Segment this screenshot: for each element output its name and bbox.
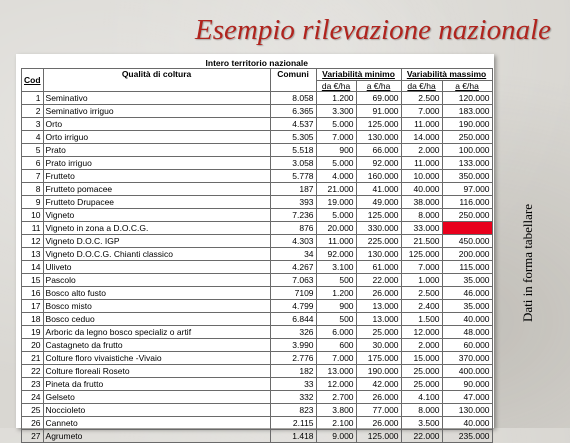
cell-cod: 24 (22, 391, 44, 404)
cell-max-to: 183.000 (442, 105, 492, 118)
cell-quality: Orto (43, 118, 270, 131)
cell-quality: Vigneto D.O.C.G. Chianti classico (43, 248, 270, 261)
cell-max-to: 40.000 (442, 417, 492, 430)
cell-comuni: 876 (270, 222, 316, 235)
cell-min-to: 61.000 (356, 261, 401, 274)
header-quality: Qualità di coltura (43, 69, 270, 92)
cell-quality: Frutteto Drupacee (43, 196, 270, 209)
cell-quality: Vigneto (43, 209, 270, 222)
cell-quality: Pascolo (43, 274, 270, 287)
table-row (22, 404, 493, 417)
cell-min-from: 2.700 (316, 391, 356, 404)
cell-max-to: 100.000 (442, 144, 492, 157)
cell-quality: Vigneto in zona a D.O.C.G. (43, 222, 270, 235)
table-row (22, 339, 493, 352)
cell-cod: 25 (22, 404, 44, 417)
cell-min-from: 3.300 (316, 105, 356, 118)
cell-cod: 22 (22, 365, 44, 378)
cell-min-from: 2.100 (316, 417, 356, 430)
subheader-max-to: a €/ha (442, 81, 492, 92)
cell-max-from: 4.100 (401, 391, 442, 404)
cell-min-to: 190.000 (356, 365, 401, 378)
cell-min-from: 92.000 (316, 248, 356, 261)
table-row (22, 274, 493, 287)
cell-cod: 6 (22, 157, 44, 170)
cell-quality: Colture floro vivaistiche -Vivaio (43, 352, 270, 365)
cell-cod: 17 (22, 300, 44, 313)
cell-max-from: 2.400 (401, 300, 442, 313)
cell-comuni: 2.115 (270, 417, 316, 430)
subheader-min-from: da €/ha (316, 81, 356, 92)
cell-min-from: 5.000 (316, 209, 356, 222)
table-row (22, 118, 493, 131)
cell-comuni: 823 (270, 404, 316, 417)
cell-min-from: 3.100 (316, 261, 356, 274)
cell-max-from: 1.500 (401, 313, 442, 326)
cell-min-from: 600 (316, 339, 356, 352)
cell-quality: Seminativo irriguo (43, 105, 270, 118)
cell-cod: 13 (22, 248, 44, 261)
cell-min-to: 91.000 (356, 105, 401, 118)
cell-min-from: 3.800 (316, 404, 356, 417)
table-title: Intero territorio nazionale (205, 58, 309, 68)
table-row (22, 196, 493, 209)
cell-max-to: 250.000 (442, 131, 492, 144)
cell-cod: 15 (22, 274, 44, 287)
table-row (22, 222, 493, 235)
subheader-max-from: da €/ha (401, 81, 442, 92)
cell-cod: 21 (22, 352, 44, 365)
cell-comuni: 34 (270, 248, 316, 261)
cell-min-to: 175.000 (356, 352, 401, 365)
cell-comuni: 7.236 (270, 209, 316, 222)
cell-min-from: 19.000 (316, 196, 356, 209)
cell-min-to: 41.000 (356, 183, 401, 196)
cell-max-from: 8.000 (401, 404, 442, 417)
cell-quality: Noccioleto (43, 404, 270, 417)
cell-quality: Seminativo (43, 92, 270, 105)
cell-quality: Frutteto (43, 170, 270, 183)
cell-quality: Colture floreali Roseto (43, 365, 270, 378)
table-row (22, 378, 493, 391)
cell-comuni: 7.063 (270, 274, 316, 287)
cell-min-from: 1.200 (316, 92, 356, 105)
cell-min-from: 500 (316, 313, 356, 326)
cell-quality: Agrumeto (43, 430, 270, 443)
cell-min-from: 900 (316, 144, 356, 157)
cell-min-to: 125.000 (356, 118, 401, 131)
table-row (22, 248, 493, 261)
cell-comuni: 1.418 (270, 430, 316, 443)
cell-cod: 4 (22, 131, 44, 144)
cell-min-from: 11.000 (316, 235, 356, 248)
table-row (22, 157, 493, 170)
cell-max-to: 133.000 (442, 157, 492, 170)
cell-comuni: 8.058 (270, 92, 316, 105)
cell-comuni: 7109 (270, 287, 316, 300)
cell-max-from: 14.000 (401, 131, 442, 144)
cell-quality: Prato irriguo (43, 157, 270, 170)
cell-max-from: 40.000 (401, 183, 442, 196)
subheader-min-to: a €/ha (356, 81, 401, 92)
cell-comuni: 326 (270, 326, 316, 339)
cell-max-to: 48.000 (442, 326, 492, 339)
cell-max-from: 12.000 (401, 326, 442, 339)
cell-max-to: 115.000 (442, 261, 492, 274)
table-row (22, 170, 493, 183)
cell-max-to: 97.000 (442, 183, 492, 196)
cell-cod: 19 (22, 326, 44, 339)
table-row (22, 92, 493, 105)
cell-max-from: 11.000 (401, 118, 442, 131)
cell-comuni: 33 (270, 378, 316, 391)
cell-min-from: 21.000 (316, 183, 356, 196)
cell-comuni: 4.537 (270, 118, 316, 131)
cell-min-to: 69.000 (356, 92, 401, 105)
cell-max-to: 250.000 (442, 209, 492, 222)
cell-max-from: 7.000 (401, 105, 442, 118)
cell-cod: 9 (22, 196, 44, 209)
cell-cod: 7 (22, 170, 44, 183)
cell-comuni: 393 (270, 196, 316, 209)
cell-comuni: 332 (270, 391, 316, 404)
cell-min-to: 13.000 (356, 313, 401, 326)
cell-cod: 8 (22, 183, 44, 196)
cell-comuni: 3.058 (270, 157, 316, 170)
cell-max-from: 33.000 (401, 222, 442, 235)
cell-cod: 14 (22, 261, 44, 274)
table-row (22, 261, 493, 274)
cell-min-to: 42.000 (356, 378, 401, 391)
cell-max-to: 60.000 (442, 339, 492, 352)
cell-quality: Bosco alto fusto (43, 287, 270, 300)
cell-max-to: 90.000 (442, 378, 492, 391)
table-row (22, 131, 493, 144)
cell-max-to: 35.000 (442, 300, 492, 313)
cell-max-from: 11.000 (401, 157, 442, 170)
table-row (22, 391, 493, 404)
cell-max-from: 25.000 (401, 378, 442, 391)
cell-quality: Bosco misto (43, 300, 270, 313)
cell-min-to: 66.000 (356, 144, 401, 157)
cell-comuni: 5.518 (270, 144, 316, 157)
cell-quality: Castagneto da frutto (43, 339, 270, 352)
cell-min-to: 25.000 (356, 326, 401, 339)
data-table (21, 58, 493, 443)
cell-min-to: 30.000 (356, 339, 401, 352)
cell-max-from: 8.000 (401, 209, 442, 222)
cell-quality: Canneto (43, 417, 270, 430)
cell-min-from: 7.000 (316, 352, 356, 365)
cell-max-from: 2.000 (401, 339, 442, 352)
table-row (22, 430, 493, 443)
cell-min-to: 92.000 (356, 157, 401, 170)
cell-quality: Gelseto (43, 391, 270, 404)
header-variabilita-massimo: Variabilità massimo (401, 69, 492, 81)
cell-min-from: 7.000 (316, 131, 356, 144)
cell-quality: Bosco ceduo (43, 313, 270, 326)
cell-quality: Frutteto pomacee (43, 183, 270, 196)
table-row (22, 183, 493, 196)
table-row (22, 313, 493, 326)
cell-max-from: 25.000 (401, 365, 442, 378)
cell-max-to: 116.000 (442, 196, 492, 209)
cell-max-to: 200.000 (442, 248, 492, 261)
cell-min-from: 900 (316, 300, 356, 313)
cell-max-from: 22.000 (401, 430, 442, 443)
cell-cod: 2 (22, 105, 44, 118)
cell-comuni: 6.844 (270, 313, 316, 326)
cell-cod: 1 (22, 92, 44, 105)
cell-max-from: 1.000 (401, 274, 442, 287)
cell-cod: 27 (22, 430, 44, 443)
table-row (22, 352, 493, 365)
cell-cod: 26 (22, 417, 44, 430)
cell-min-to: 125.000 (356, 209, 401, 222)
cell-max-to: 350.000 (442, 170, 492, 183)
cell-min-to: 26.000 (356, 417, 401, 430)
cell-cod: 11 (22, 222, 44, 235)
cell-min-to: 330.000 (356, 222, 401, 235)
table-row (22, 209, 493, 222)
cell-max-to: 450.000 (442, 235, 492, 248)
cell-quality: Arboric da legno bosco specializ o artif (43, 326, 270, 339)
cell-max-from: 3.500 (401, 417, 442, 430)
cell-comuni: 3.990 (270, 339, 316, 352)
cell-comuni: 6.365 (270, 105, 316, 118)
cell-cod: 3 (22, 118, 44, 131)
cell-min-from: 12.000 (316, 378, 356, 391)
cell-comuni: 4.303 (270, 235, 316, 248)
cell-comuni: 2.776 (270, 352, 316, 365)
cell-min-from: 1.200 (316, 287, 356, 300)
cell-min-to: 22.000 (356, 274, 401, 287)
header-comuni: Comuni (270, 69, 316, 92)
cell-min-to: 125.000 (356, 430, 401, 443)
cell-max-from: 125.000 (401, 248, 442, 261)
cell-max-to: 370.000 (442, 352, 492, 365)
cell-min-from: 500 (316, 274, 356, 287)
side-caption: Dati in forma tabellare (520, 203, 535, 322)
cell-comuni: 187 (270, 183, 316, 196)
cell-min-to: 225.000 (356, 235, 401, 248)
cell-max-from: 15.000 (401, 352, 442, 365)
cell-cod: 20 (22, 339, 44, 352)
cell-cod: 5 (22, 144, 44, 157)
cell-min-from: 6.000 (316, 326, 356, 339)
header-variabilita-minimo: Variabilità minimo (316, 69, 401, 81)
table-row (22, 326, 493, 339)
table-row (22, 287, 493, 300)
spreadsheet (16, 54, 494, 441)
cell-cod: 10 (22, 209, 44, 222)
cell-min-from: 4.000 (316, 170, 356, 183)
cell-min-to: 160.000 (356, 170, 401, 183)
cell-quality: Uliveto (43, 261, 270, 274)
cell-max-to: 190.000 (442, 118, 492, 131)
cell-max-to: 46.000 (442, 287, 492, 300)
cell-min-to: 49.000 (356, 196, 401, 209)
cell-min-from: 20.000 (316, 222, 356, 235)
cell-max-to: 40.000 (442, 313, 492, 326)
table-row (22, 105, 493, 118)
cell-min-from: 13.000 (316, 365, 356, 378)
cell-comuni: 4.267 (270, 261, 316, 274)
cell-max-from: 2.500 (401, 287, 442, 300)
cell-max-to: 400.000 (442, 365, 492, 378)
cell-quality: Vigneto D.O.C. IGP (43, 235, 270, 248)
table-row (22, 235, 493, 248)
cell-max-to: 47.000 (442, 391, 492, 404)
table-row (22, 300, 493, 313)
cell-min-from: 5.000 (316, 118, 356, 131)
cell-max-to: 130.000 (442, 404, 492, 417)
table-row (22, 365, 493, 378)
cell-quality: Pineta da frutto (43, 378, 270, 391)
cell-min-to: 26.000 (356, 287, 401, 300)
cell-comuni: 5.778 (270, 170, 316, 183)
cell-cod: 18 (22, 313, 44, 326)
cell-comuni: 4.799 (270, 300, 316, 313)
cell-min-to: 130.000 (356, 248, 401, 261)
cell-cod: 16 (22, 287, 44, 300)
header-cod: Cod (22, 69, 44, 92)
cell-quality: Prato (43, 144, 270, 157)
cell-max-to-highlighted (442, 222, 492, 235)
cell-cod: 12 (22, 235, 44, 248)
cell-max-from: 2.000 (401, 144, 442, 157)
cell-max-to: 35.000 (442, 274, 492, 287)
cell-min-from: 9.000 (316, 430, 356, 443)
cell-max-to: 120.000 (442, 92, 492, 105)
cell-min-to: 13.000 (356, 300, 401, 313)
cell-min-from: 5.000 (316, 157, 356, 170)
cell-cod: 23 (22, 378, 44, 391)
cell-max-from: 38.000 (401, 196, 442, 209)
cell-min-to: 77.000 (356, 404, 401, 417)
cell-max-from: 7.000 (401, 261, 442, 274)
cell-max-to: 235.000 (442, 430, 492, 443)
cell-max-from: 21.500 (401, 235, 442, 248)
cell-max-from: 2.500 (401, 92, 442, 105)
cell-comuni: 5.305 (270, 131, 316, 144)
cell-max-from: 10.000 (401, 170, 442, 183)
cell-min-to: 26.000 (356, 391, 401, 404)
cell-comuni: 182 (270, 365, 316, 378)
cell-quality: Orto irriguo (43, 131, 270, 144)
table-row (22, 144, 493, 157)
cell-min-to: 130.000 (356, 131, 401, 144)
slide-title: Esempio rilevazione nazionale (195, 14, 552, 46)
